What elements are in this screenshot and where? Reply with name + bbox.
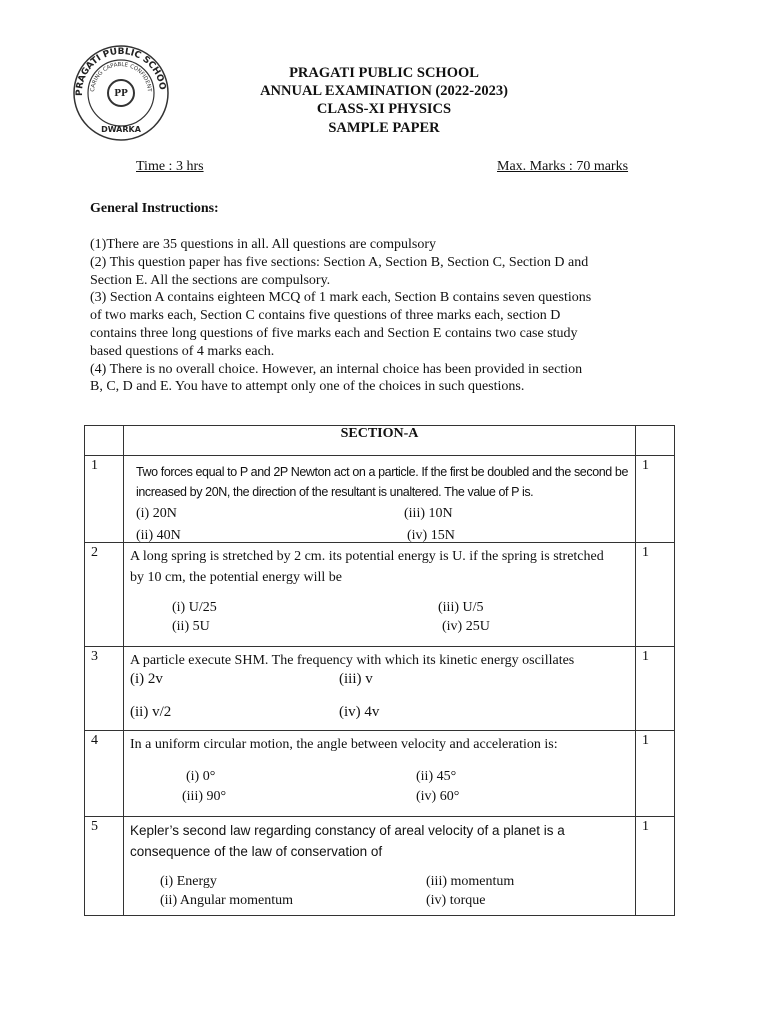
option: (ii) v/2 xyxy=(130,704,172,720)
option: (i) Energy xyxy=(160,874,217,889)
instruction-line: (3) Section A contains eighteen MCQ of 1 mark each, Section B contains seven questions xyxy=(90,290,592,306)
question-row xyxy=(85,817,675,916)
option: (iv) 15N xyxy=(407,528,455,543)
question-number: 2 xyxy=(85,543,124,647)
option: (iii) 10N xyxy=(404,506,453,521)
option: (iii) momentum xyxy=(426,874,515,889)
option: (iii) 90° xyxy=(182,789,227,804)
exam-time: Time : 3 hrs xyxy=(136,159,204,174)
question-mark: 1 xyxy=(636,456,675,543)
option: (i) 20N xyxy=(136,506,177,521)
instruction-line: B, C, D and E. You have to attempt only one of the choices in such questions. xyxy=(90,379,525,395)
logo-ring-text: PRAGATI PUBLIC SCHOO xyxy=(74,46,167,96)
question-number: 1 xyxy=(85,456,124,543)
option: (iii) U/5 xyxy=(438,600,484,615)
question-text: Two forces equal to P and 2P Newton act on a particle. If the first be doubled and the second be xyxy=(136,465,629,479)
paper-title: SAMPLE PAPER xyxy=(328,120,440,136)
question-text: A long spring is stretched by 2 cm. its potential energy is U. if the spring is stretched xyxy=(130,549,604,564)
question-mark: 1 xyxy=(636,731,675,817)
question-row xyxy=(85,543,675,647)
instructions-block xyxy=(90,236,650,396)
question-number: 4 xyxy=(85,731,124,817)
option: (ii) 45° xyxy=(416,769,457,784)
question-text: Kepler’s second law regarding constancy of areal velocity of a planet is a xyxy=(130,823,565,838)
question-text: A particle execute SHM. The frequency with which its kinetic energy oscillates xyxy=(130,653,575,668)
max-marks: Max. Marks : 70 marks xyxy=(497,159,629,174)
school-name: PRAGATI PUBLIC SCHOOL xyxy=(289,65,479,81)
instruction-line: Section E. All the sections are compulsory. xyxy=(90,272,331,288)
questions-table xyxy=(84,425,675,916)
question-number: 3 xyxy=(85,647,124,731)
question-number: 5 xyxy=(85,817,124,916)
question-row xyxy=(85,456,675,543)
instruction-line: contains three long questions of five marks each and Section E contains two case study xyxy=(90,325,578,341)
question-text: In a uniform circular motion, the angle between velocity and acceleration is: xyxy=(130,737,558,752)
option: (ii) 40N xyxy=(136,528,181,543)
instruction-line: of two marks each, Section C contains five questions of three marks each, section D xyxy=(90,308,561,324)
instruction-line: (4) There is no overall choice. However, an internal choice has been provided in section xyxy=(90,361,583,377)
option: (iv) 4v xyxy=(339,704,380,720)
section-header-row xyxy=(85,426,675,456)
question-mark: 1 xyxy=(636,817,675,916)
logo-center-text: PP xyxy=(114,89,128,99)
option: (i) 2v xyxy=(130,671,163,687)
logo-inner-text: CARING CAPABLE CONFIDENT xyxy=(89,61,153,93)
question-row xyxy=(85,731,675,817)
option: (i) 0° xyxy=(186,769,216,784)
option: (i) U/25 xyxy=(172,600,217,615)
question-row xyxy=(85,647,675,731)
section-title: SECTION-A xyxy=(124,426,636,456)
instruction-line: (1)There are 35 questions in all. All questions are compulsory xyxy=(90,237,437,252)
class-title: CLASS-XI PHYSICS xyxy=(316,101,452,117)
option: (ii) Angular momentum xyxy=(160,893,293,908)
option: (ii) 5U xyxy=(172,619,210,634)
question-text: consequence of the law of conservation of xyxy=(130,844,383,859)
logo-bottom-text: DWARKA xyxy=(101,125,141,134)
instruction-line: based questions of 4 marks each. xyxy=(90,343,275,359)
instructions-title: General Instructions: xyxy=(90,201,219,216)
option: (iv) 25U xyxy=(442,619,490,634)
question-mark: 1 xyxy=(636,647,675,731)
question-text: increased by 20N, the direction of the resultant is unaltered. The value of P is. xyxy=(136,485,534,499)
option: (iv) torque xyxy=(426,893,486,908)
question-text: by 10 cm, the potential energy will be xyxy=(130,570,343,585)
option: (iii) v xyxy=(339,671,373,687)
instruction-line: (2) This question paper has five sections: Section A, Section B, Section C, Section D and xyxy=(90,254,589,270)
exam-title: ANNUAL EXAMINATION (2022-2023) xyxy=(260,83,508,99)
question-mark: 1 xyxy=(636,543,675,647)
option: (iv) 60° xyxy=(416,789,460,804)
